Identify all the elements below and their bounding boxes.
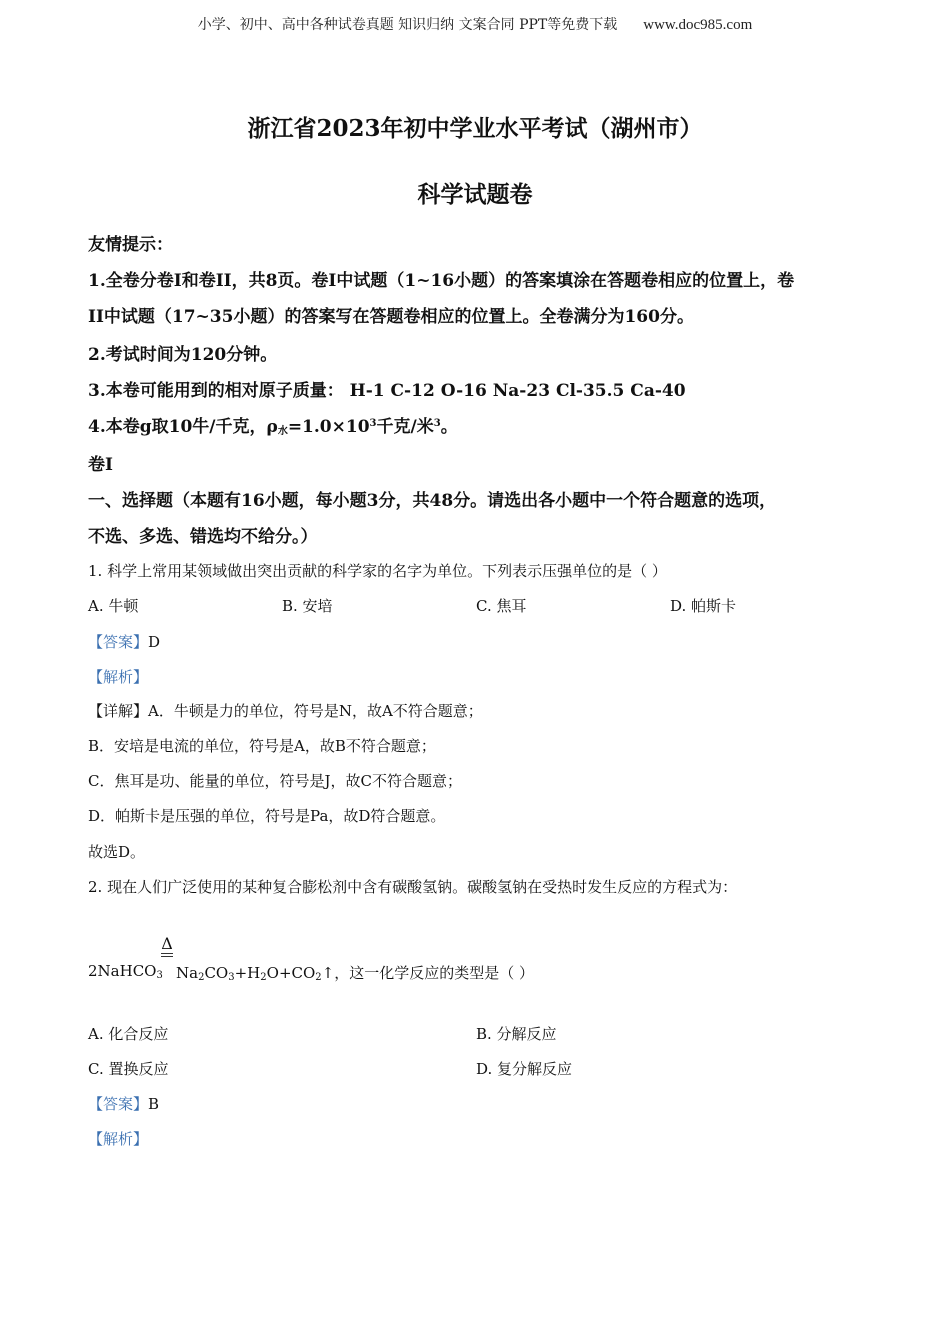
heat-symbol bbox=[160, 936, 174, 957]
answer-value: B bbox=[148, 1095, 160, 1113]
delta-sign: Δ bbox=[161, 934, 173, 953]
tips-line-5-c: 千克/米 bbox=[376, 417, 434, 437]
q2-stem: 2. 现在人们广泛使用的某种复合膨松剂中含有碳酸氢钠。碳酸氢钠在受热时发生反应的方程式为： bbox=[88, 878, 738, 896]
exam-title: 浙江省2023年初中学业水平考试（湖州市） bbox=[247, 115, 703, 142]
q2-option-a: A. 化合反应 bbox=[88, 1025, 169, 1043]
exam-subtitle: 科学试题卷 bbox=[417, 181, 533, 208]
rhs-sub-4: 2 bbox=[315, 972, 322, 983]
rhs-part-4: O+CO bbox=[266, 964, 316, 982]
q2-option-c: C. 置换反应 bbox=[88, 1060, 169, 1078]
q1-detail-1 bbox=[88, 700, 483, 721]
section-line-1: 一、选择题（本题有16小题，每小题3分，共48分。请选出各小题中一个符合题意的选项， bbox=[88, 491, 777, 511]
q1-option-b: B. 安培 bbox=[282, 597, 333, 615]
q2-answer bbox=[88, 1093, 159, 1114]
q1-detail-5: 故选D。 bbox=[88, 843, 146, 861]
q1-stem: 1. 科学上常用某领域做出突出贡献的科学家的名字为单位。下列表示压强单位的是（ ） bbox=[88, 562, 667, 580]
rhs-sub-3: 2 bbox=[260, 972, 267, 983]
rhs-sub-1: 2 bbox=[198, 972, 205, 983]
juan-label: 卷I bbox=[88, 455, 113, 475]
header-text: 小学、初中、高中各种试卷真题 知识归纳 文案合同 PPT等免费下载 bbox=[197, 17, 618, 33]
lhs-formula: 2NaHCO bbox=[88, 962, 157, 980]
q1-answer bbox=[88, 631, 160, 652]
exponent-2: 3 bbox=[433, 418, 441, 429]
rho-subscript: 水 bbox=[277, 426, 288, 437]
tips-line-3: 2.考试时间为120分钟。 bbox=[88, 345, 278, 365]
rhs-sub-2: 3 bbox=[228, 972, 235, 983]
q1-option-d: D. 帕斯卡 bbox=[670, 597, 737, 615]
answer-label: 【答案】 bbox=[88, 1095, 149, 1113]
q1-detail-4: D．帕斯卡是压强的单位，符号是Pa，故D符合题意。 bbox=[88, 807, 446, 825]
q1-detail-2: B．安培是电流的单位，符号是A，故B不符合题意； bbox=[88, 737, 436, 755]
detail-label: 【详解】 bbox=[88, 702, 149, 720]
tips-line-5-d: 。 bbox=[440, 417, 458, 437]
tips-line-2: II中试题（17~35小题）的答案写在答题卷相应的位置上。全卷满分为160分。 bbox=[88, 307, 694, 327]
answer-value: D bbox=[148, 633, 161, 651]
exponent: 3 bbox=[369, 418, 377, 429]
section-line-2: 不选、多选、错选均不给分。） bbox=[88, 527, 318, 547]
detail-text-1: A．牛顿是力的单位，符号是N，故A不符合题意； bbox=[148, 702, 483, 720]
equation-lhs bbox=[88, 962, 163, 981]
tips-line-5-b: =1.0×10 bbox=[287, 417, 370, 437]
q1-detail-3: C．焦耳是功、能量的单位，符号是J，故C不符合题意； bbox=[88, 772, 462, 790]
rhs-part-2: CO bbox=[204, 964, 229, 982]
q2-analysis-label: 【解析】 bbox=[88, 1130, 149, 1148]
rhs-part-3: +H bbox=[234, 964, 261, 982]
equation-rhs bbox=[176, 962, 534, 983]
q1-option-c: C. 焦耳 bbox=[476, 597, 527, 615]
page-header bbox=[0, 14, 950, 34]
tips-heading: 友情提示： bbox=[88, 235, 173, 255]
q2-option-d: D. 复分解反应 bbox=[476, 1060, 573, 1078]
equals-bars bbox=[161, 953, 173, 957]
q1-option-a: A. 牛顿 bbox=[88, 597, 139, 615]
answer-label: 【答案】 bbox=[88, 633, 149, 651]
rhs-part-1: Na bbox=[176, 964, 199, 982]
tips-line-5 bbox=[88, 412, 458, 437]
tips-line-5-a: 4.本卷g取10牛/千克，ρ bbox=[88, 417, 278, 437]
tips-line-4: 3.本卷可能用到的相对原子质量： H-1 C-12 O-16 Na-23 Cl-35.5 Ca-40 bbox=[88, 381, 686, 401]
tips-line-1: 1.全卷分卷I和卷II，共8页。卷I中试题（1~16小题）的答案填涂在答题卷相应的位置上，卷 bbox=[88, 271, 795, 291]
header-site: www.doc985.com bbox=[643, 17, 753, 33]
q1-analysis-label: 【解析】 bbox=[88, 668, 149, 686]
q2-option-b: B. 分解反应 bbox=[476, 1025, 557, 1043]
rhs-tail: ↑，这一化学反应的类型是（ ） bbox=[321, 964, 534, 982]
lhs-sub: 3 bbox=[156, 970, 163, 981]
